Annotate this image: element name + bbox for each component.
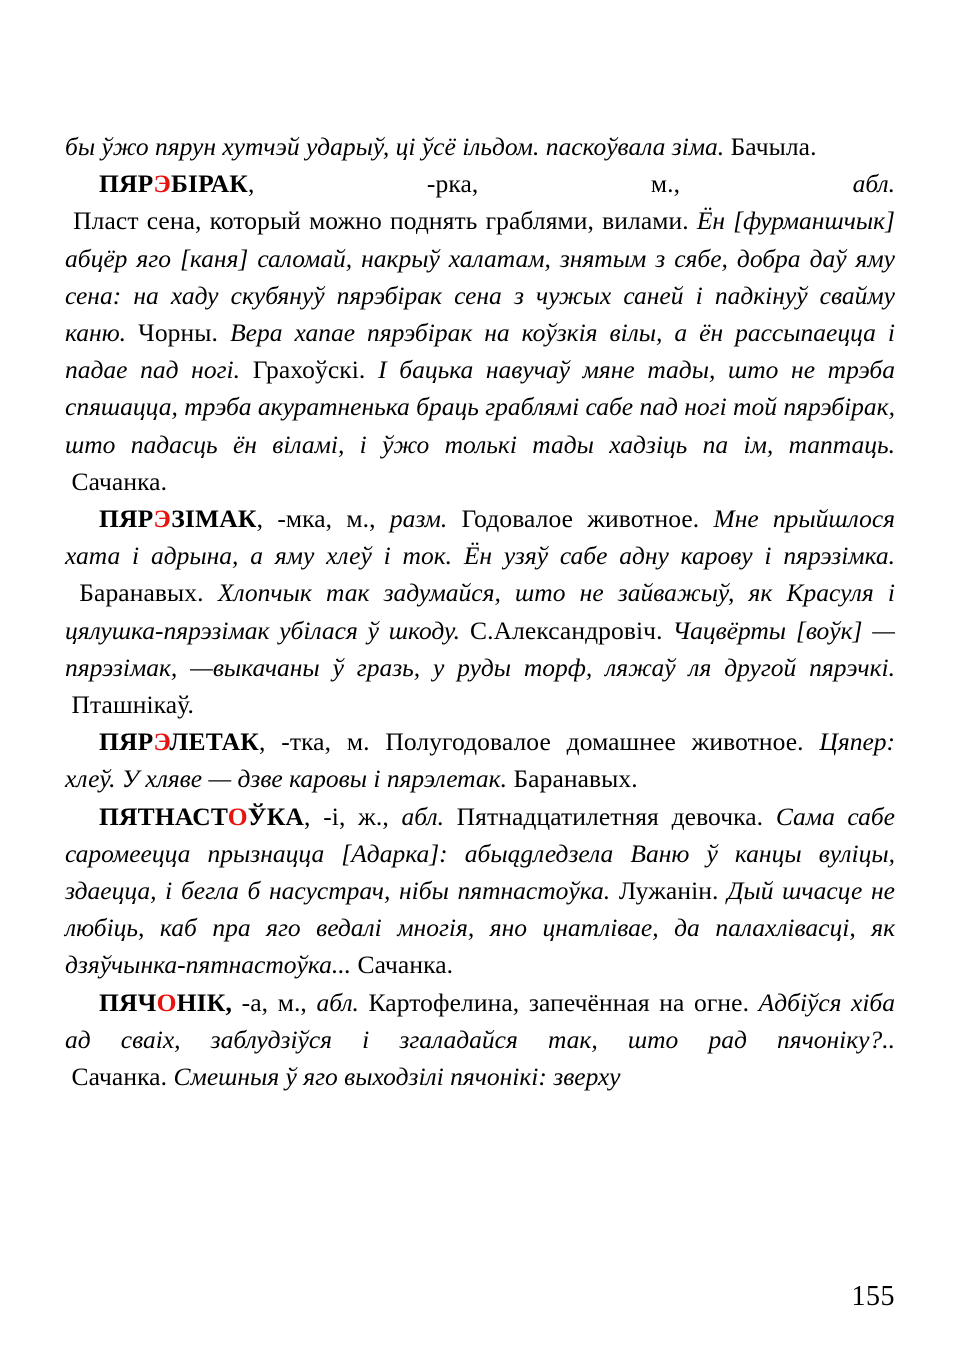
citation-text: Цяпер: хлеў. У хляве — дзве каровы і пярэлетак. xyxy=(65,727,896,794)
citation-source: Лужанін. xyxy=(610,876,728,906)
dictionary-entry xyxy=(65,723,895,797)
dictionary-entry xyxy=(65,984,895,1096)
headword-punct: , xyxy=(256,504,264,534)
headword-after: НІК xyxy=(176,987,226,1017)
definition: Картофелина, запечённая на огне. xyxy=(358,987,759,1017)
grammar-label: разм. xyxy=(389,504,448,534)
citation-text: Хлопчык так задумайся, што не зайважыў, як Красуля і цялушка-пярэзімак убілася ў шкоду. xyxy=(65,578,895,645)
citation-source: Сачанка. xyxy=(65,1062,174,1092)
text-column xyxy=(65,128,895,1095)
headword xyxy=(99,802,304,831)
citation-source: Сачанка. xyxy=(65,466,168,496)
headword-punct: , xyxy=(225,987,233,1017)
headword-punct: , xyxy=(258,727,266,757)
citation-text: Ён [фурманшчык] абцёр яго [каня] саломай, накрыў халатам, знятым з сябе, добра даў яму сена: на хаду скубянуў пярэбірак сена з чужых саней і падкінуў свайму каню. xyxy=(65,206,895,348)
headword-stressed-letter: Э xyxy=(153,504,172,534)
headword-before: ПЯР xyxy=(99,727,154,757)
headword-after: БІРАК xyxy=(170,169,248,199)
grammar-forms: -а, м., xyxy=(232,987,317,1017)
citation-text: Дый шчасце не любіць, каб пра яго ведалі многія, яно цнатлівае, да палахлівасці, як дзяўчынка-пятнастоўка... xyxy=(65,876,896,980)
citation-text: Адбіўся хіба ад сваіх, заблудзіўся і згаладайся так, што рад пячоніку?.. xyxy=(65,987,895,1054)
citation-text: Мне прыйшлося хата і адрына, а яму хлеў і ток. Ён узяў сабе адну карову і пярэзімка. xyxy=(65,504,896,571)
grammar-forms: -рка, м., xyxy=(254,169,853,199)
dictionary-entry xyxy=(65,500,895,723)
headword-stressed-letter: О xyxy=(156,987,177,1017)
carryover-citation: бы ўжо пярун хутчэй ударыў, ці ўсё ільдом. паскоўвала зіма. xyxy=(65,132,725,161)
grammar-label: абл. xyxy=(401,801,444,831)
grammar-label: абл. xyxy=(852,169,895,199)
grammar-label: абл. xyxy=(316,987,359,1017)
citation-text: Вера хапае пярэбірак на коўзкія вілы, а ён рассыпаецца і падае пад ногі. xyxy=(65,318,895,385)
citation-source: Баранавых. xyxy=(65,578,218,608)
headword xyxy=(99,727,259,756)
headword-after: ЛЕТАК xyxy=(169,727,259,757)
citation-text: Смешныя ў яго выходзілі пячонікі: зверху xyxy=(173,1062,621,1092)
headword xyxy=(99,988,232,1017)
citation-text: І бацька навучаў мяне тады, што не трэба спяшацца, трэба акуратненька браць граблямі сабе пад ногі той пярэбірак, што падасць ён віламі, і ўжо толькі тады хадзіць па ім, таптаць. xyxy=(65,355,895,459)
citation-source: Чорны. xyxy=(126,318,231,348)
dictionary-entry xyxy=(65,798,895,984)
citation-source: Грахоўскі. xyxy=(239,355,379,385)
headword xyxy=(99,504,257,533)
citation-text: Сама сабе саромеецца прызнацца [Адарка]: абыągледзела Ваню ў канцы вуліцы, здаецца, і бегла б насустрач, нібы пятнастоўка. xyxy=(65,801,895,906)
dictionary-entry xyxy=(65,165,895,500)
headword-after: ЗІМАК xyxy=(171,504,257,534)
page-number: 155 xyxy=(851,1281,895,1312)
headword-stressed-letter: О xyxy=(227,801,248,831)
headword xyxy=(99,169,248,198)
headword-before: ПЯР xyxy=(99,169,154,199)
headword-before: ПЯР xyxy=(99,504,154,534)
headword-before: ПЯТНАСТ xyxy=(99,801,228,831)
headword-stressed-letter: Э xyxy=(153,727,170,757)
headword-before: ПЯЧ xyxy=(99,987,157,1017)
definition: Пласт сена, который можно поднять граблями, вилами. xyxy=(65,206,697,236)
definition: Пятнадцатилетняя девочка. xyxy=(443,801,776,831)
definition: Годовалое животное. xyxy=(447,504,714,534)
grammar-forms: -мка, м., xyxy=(263,504,390,534)
citation-source: Сачанка. xyxy=(351,950,454,980)
citation-text: Чацвёрты [воўк] — пярэзімак, —выкачаны ў гразь, у руды торф, ляжаў ля другой пярэчкі. xyxy=(65,615,895,682)
carryover-paragraph xyxy=(65,128,895,165)
headword-stressed-letter: Э xyxy=(153,169,171,199)
definition: Полугодовалое домашнее животное. xyxy=(385,727,820,757)
grammar-forms: -і, ж., xyxy=(310,801,402,831)
citation-source: Пташнікаў. xyxy=(65,690,194,720)
grammar-forms: -тка, м. xyxy=(265,727,386,757)
citation-source: С.Александровіч. xyxy=(460,615,673,645)
headword-after: ЎКА xyxy=(247,801,305,831)
headword-punct: , xyxy=(304,801,311,831)
headword-punct: , xyxy=(247,169,255,199)
carryover-source: Бачыла. xyxy=(730,132,817,161)
citation-source: Баранавых. xyxy=(506,764,638,794)
